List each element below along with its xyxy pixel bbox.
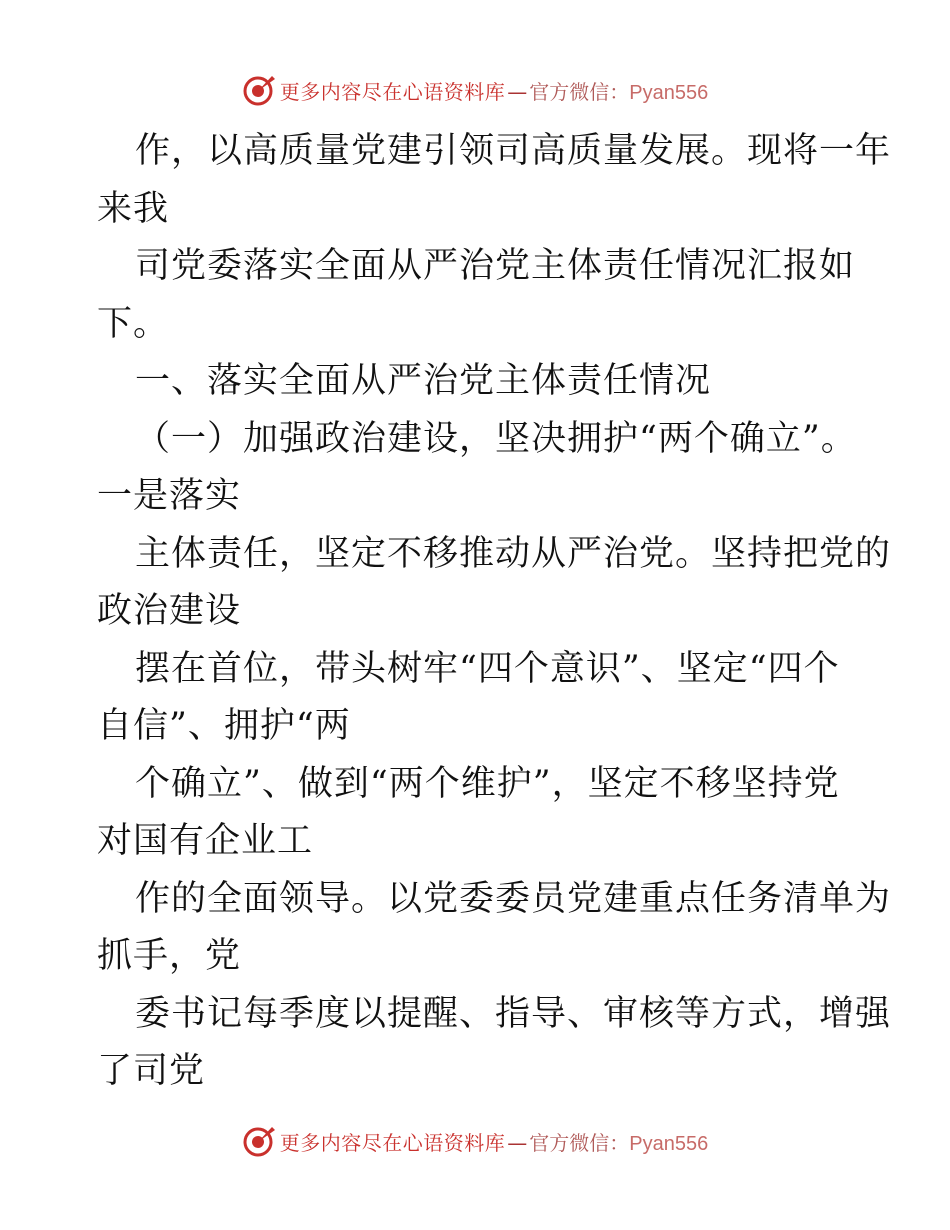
subsection-heading: （一）加强政治建设，坚决拥护“两个确立”。 xyxy=(135,418,857,459)
section-heading: 一、落实全面从严治党主体责任情况 xyxy=(135,361,712,401)
body-line: 一是落实 xyxy=(97,476,242,516)
body-line: 作，以高质量党建引领司高质量发展。现将一年 xyxy=(135,131,892,171)
body-line: 政治建设 xyxy=(97,591,242,631)
banner-main-text: 更多内容尽在心语资料库 xyxy=(279,1130,506,1155)
body-line: 下。 xyxy=(97,303,170,344)
body-line: 抓手，党 xyxy=(97,936,242,976)
banner-text xyxy=(280,76,708,105)
pen-logo-icon xyxy=(242,73,276,107)
header-watermark-banner xyxy=(0,70,950,110)
document-body xyxy=(97,123,892,1101)
banner-dash: — xyxy=(507,1130,528,1155)
body-line: 摆在首位，带头树牢“四个意识”、坚定“四个 xyxy=(135,648,840,689)
banner-account-id: Pyan556 xyxy=(629,1132,709,1155)
banner-main-text: 更多内容尽在心语资料库 xyxy=(279,79,506,104)
footer-watermark-banner xyxy=(0,1121,950,1161)
banner-account-label: 官方微信： xyxy=(529,79,630,104)
banner-dash: — xyxy=(507,79,528,104)
body-line: 自信”、拥护“两 xyxy=(97,706,351,746)
body-line: 个确立”、做到“两个维护”，坚定不移坚持党 xyxy=(135,763,840,804)
banner-account-id: Pyan556 xyxy=(629,81,709,104)
body-line: 来我 xyxy=(97,188,170,229)
body-line: 了司党 xyxy=(97,1051,206,1091)
body-line: 对国有企业工 xyxy=(97,821,314,861)
body-line: 作的全面领导。以党委委员党建重点任务清单为 xyxy=(135,878,892,919)
body-line: 司党委落实全面从严治党主体责任情况汇报如 xyxy=(135,246,856,286)
body-line: 委书记每季度以提醒、指导、审核等方式，增强 xyxy=(135,993,892,1034)
body-line: 主体责任，坚定不移推动从严治党。坚持把党的 xyxy=(135,533,892,574)
banner-text xyxy=(280,1127,708,1156)
pen-logo-icon xyxy=(242,1124,276,1158)
banner-account-label: 官方微信： xyxy=(529,1130,630,1155)
